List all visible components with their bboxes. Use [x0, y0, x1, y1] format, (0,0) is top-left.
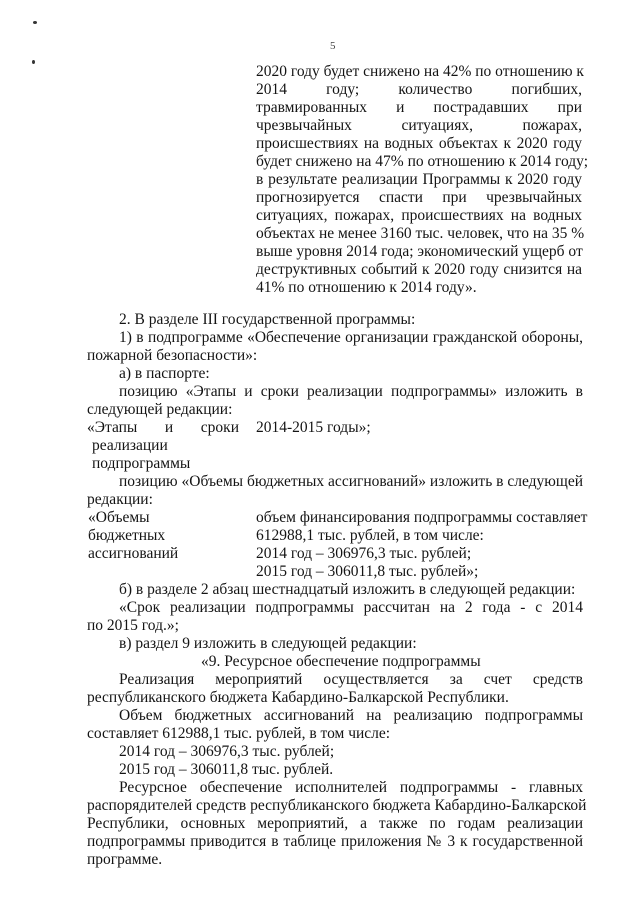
table-value: 2014 год – 306976,3 тыс. рублей; [256, 545, 472, 562]
text-line: будет снижено на 47% по отношению к 2014 году; [256, 153, 589, 170]
table-label: подпрограммы [92, 455, 191, 472]
paragraph-line: 1) в подпрограмме «Обеспечение организации гражданской обороны, [119, 329, 583, 346]
list-item: в) раздел 9 изложить в следующей редакции: [119, 635, 417, 652]
text-line: травмированных и пострадавших при [256, 99, 582, 116]
section-title: «9. Ресурсное обеспечение подпрограммы [201, 653, 481, 670]
text-line: в результате реализации Программы к 2020 году [256, 171, 582, 188]
list-item: а) в паспорте: [119, 365, 210, 382]
table-value: объем финансирования подпрограммы составляет [256, 509, 588, 526]
paragraph-line: Реализация мероприятий осуществляется за счет средств [119, 671, 583, 688]
table-label: «Этапы и сроки [87, 419, 239, 436]
paragraph-line: республиканского бюджета Кабардино-Балкарской Республики. [87, 689, 509, 706]
text-line: 2014 году; количество погибших, [256, 81, 582, 98]
paragraph-line: позицию «Этапы и сроки реализации подпрограммы» изложить в [119, 383, 583, 400]
paragraph-line: подпрограммы приводится в таблице приложения № 3 к государственной [87, 833, 583, 850]
table-label: ассигнований [88, 545, 179, 562]
page-number: 5 [330, 40, 336, 52]
paragraph-line: Республики, основных мероприятий, а также по годам реализации [87, 815, 583, 832]
paragraph-line: редакции: [87, 491, 153, 508]
table-value: 2014-2015 годы»; [256, 419, 371, 436]
paragraph-line: пожарной безопасности»: [87, 347, 258, 364]
text-line: 2020 году будет снижено на 42% по отношению к [256, 63, 584, 80]
table-value: 2015 год – 306011,8 тыс. рублей»; [256, 563, 479, 580]
paragraph-line: распорядителей средств республиканского бюджета Кабардино-Балкарской [87, 797, 587, 814]
paragraph-line: по 2015 год.»; [87, 617, 179, 634]
paragraph-line: составляет 612988,1 тыс. рублей, в том числе: [87, 725, 391, 742]
table-label: «Объемы [88, 509, 150, 526]
text-line: происшествиях на водных объектах к 2020 году [256, 135, 582, 152]
section-heading: 2. В разделе III государственной программы: [119, 311, 416, 328]
text-line: 41% по отношению к 2014 году». [256, 279, 477, 296]
text-line: чрезвычайных ситуациях, пожарах, [256, 117, 582, 134]
text-line: объектах не менее 3160 тыс. человек, что на 35 % [256, 225, 585, 242]
table-value: 612988,1 тыс. рублей, в том числе: [256, 527, 484, 544]
scan-speck [32, 60, 35, 64]
paragraph-line: «Срок реализации подпрограммы рассчитан на 2 года - с 2014 [119, 599, 583, 616]
paragraph-line: программе. [87, 851, 163, 868]
paragraph-line: Объем бюджетных ассигнований на реализацию подпрограммы [119, 707, 583, 724]
paragraph-line: 2014 год – 306976,3 тыс. рублей; [119, 743, 335, 760]
paragraph-line: следующей редакции: [87, 401, 233, 418]
text-line: выше уровня 2014 года; экономический ущерб от [256, 243, 583, 260]
text-line: прогнозируется спасти при чрезвычайных [256, 189, 582, 206]
top-text-block [256, 63, 589, 297]
table-label: бюджетных [88, 527, 166, 544]
paragraph-line: позицию «Объемы бюджетных ассигнований» изложить в следующей [119, 473, 583, 490]
paragraph-line: 2015 год – 306011,8 тыс. рублей. [119, 761, 334, 778]
scan-speck [33, 21, 37, 24]
text-line: ситуациях, пожарах, происшествиях на водных [256, 207, 582, 224]
text-line: деструктивных событий к 2020 году снизится на [256, 261, 582, 278]
table-label: реализации [92, 437, 168, 454]
list-item: б) в разделе 2 абзац шестнадцатый изложить в следующей редакции: [119, 581, 576, 598]
paragraph-line: Ресурсное обеспечение исполнителей подпрограммы - главных [119, 779, 583, 796]
